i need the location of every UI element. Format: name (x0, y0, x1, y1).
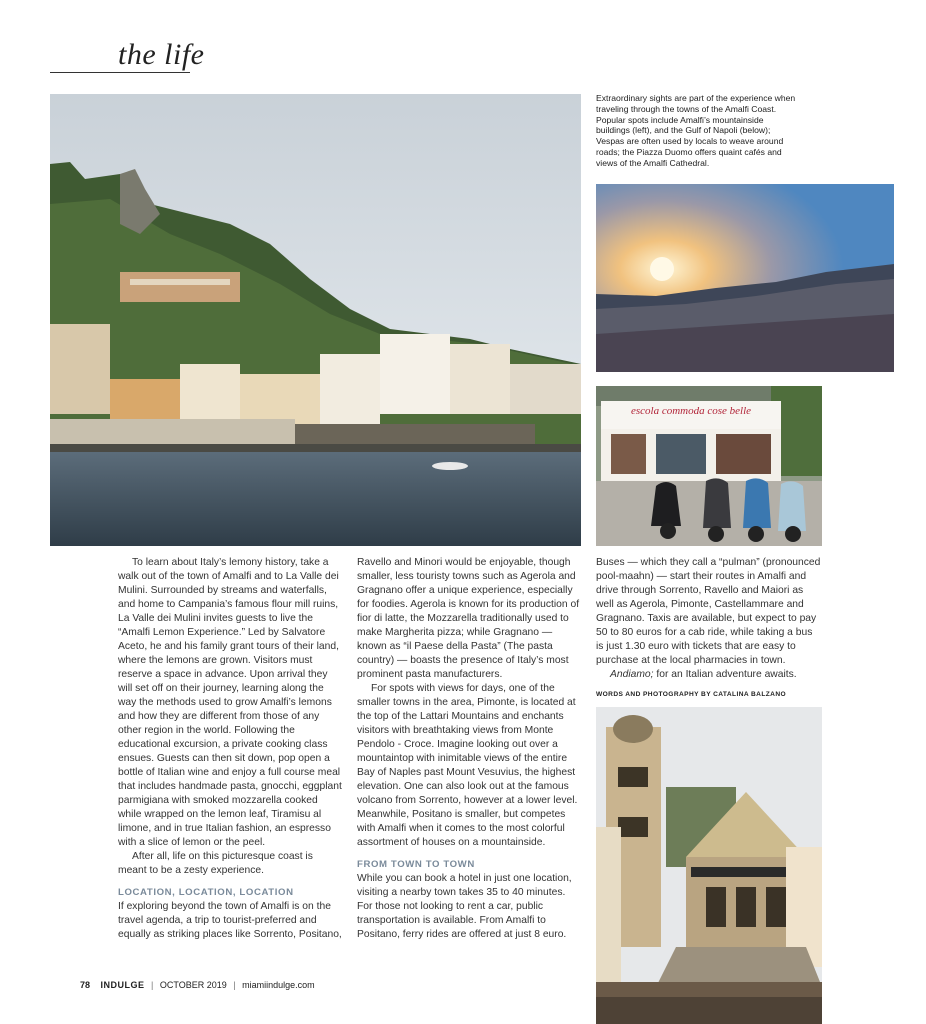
article-closing-paragraph (596, 668, 822, 682)
title-rule (50, 72, 190, 73)
section-title: the life (118, 38, 205, 71)
separator: | (233, 980, 236, 990)
photo-caption: Extraordinary sights are part of the experience when traveling through the towns of the Amalfi Coast. Popular spots include Amalfi’s mountainside buildings (left), and the Gulf of Napoli (below); Vespas are often used by locals to weave around roads; the Piazza Duomo offers quaint cafés and views of the Amalfi Cathedral. (596, 93, 796, 168)
issue-date: OCTOBER 2019 (159, 980, 227, 990)
amalfi-cathedral-photo (596, 707, 822, 1024)
photo-credit: WORDS AND PHOTOGRAPHY BY CATALINA BALZANO (596, 691, 787, 698)
shop-sign-text: escola commoda cose belle (630, 405, 752, 417)
article-column-2 (357, 556, 581, 942)
separator: | (151, 980, 154, 990)
article-paragraph: After all, life on this picturesque coast is meant to be a zesty experience. (118, 851, 313, 876)
article-paragraph: If exploring beyond the town of Amalfi is on the travel agenda, a trip to tourist-preferred and equally as striking places like Sorrento, Positano, (118, 901, 342, 940)
article-paragraph: Buses — which they call a “pulman” (pronounced pool-maahn) — start their routes in Amalfi and drive through Sorrento, Ravello and Maiori as well as Agerola, Pimonte, Castellammare and Gragnano. Taxis are available, but expect to pay 50 to 80 euros for a cab ride, while taking a bus is just 1.30 euro with tickets that are easy to purchase at the local pharmacies in town. (596, 557, 821, 666)
gulf-of-napoli-photo (596, 184, 894, 372)
article-paragraph: Ravello and Minori would be enjoyable, though smaller, less touristy towns such as Agerola and Gragnano offer a unique experience, especially for foodies. Agerola is known for its production of fior di latte, the Mozzarella traditionally used to make Margherita pizza; while Gragnano — known as “il Paese della Pasta” (The pasta country) — boasts the presence of Italy’s most prominent pasta manufacturers. (357, 557, 580, 680)
vespas-shop-photo (596, 386, 822, 546)
article-paragraph: While you can book a hotel in just one location, visiting a nearby town takes 35 to 40 minutes. For those not looking to rent a car, public transportation is available. From Amalfi to Positano, ferry rides are offered at just 8 euro. (357, 873, 572, 940)
website-link[interactable]: miamiindulge.com (242, 980, 315, 990)
andiamo-text: Andiamo; (610, 669, 654, 680)
article-column-3 (596, 556, 822, 702)
amalfi-mountainside-photo (50, 94, 581, 546)
publication-name: INDULGE (100, 980, 145, 990)
closing-text: for an Italian adventure awaits. (653, 669, 797, 680)
subheading-location: LOCATION, LOCATION, LOCATION (118, 887, 294, 898)
article-column-1 (118, 556, 344, 942)
page-number: 78 (80, 980, 91, 990)
article-paragraph: For spots with views for days, one of the smaller towns in the area, Pimonte, is located at the top of the Lattari Mountains and enchants visitors with breathtaking views from Monte Pendolo - Croce. Imagine looking out over a mountaintop with inimitable views of the entire Bay of Naples past Mount Vesuvius, the highest elevation. One can also look out at the famous volcano from Sorrento, however at a lower level. Meanwhile, Positano is smaller, but competes with Amalfi when it comes to the most colorful assortment of houses on a mountainside. (357, 683, 578, 848)
subheading-town-to-town: FROM TOWN TO TOWN (357, 859, 475, 870)
article-paragraph: To learn about Italy’s lemony history, take a walk out of the town of Amalfi and to La Valle dei Mulini. Surrounded by streams and waterfalls, and home to Campania’s famous flour mill ruins, La Valle dei Mulini invites guests to live the “Amalfi Lemon Experience.” Led by Salvatore Aceto, he and his family grant tours of their land, where the lemons are grown. Visitors must reserve a space in advance. Upon arrival they will set off on their journey, learning along the way the methods used to grow Amalfi’s lemons and how they are different from those of any other region in the world. Following the educational excursion, a private cooking class ensues. Guests can then sit down, pop open a bottle of Italian wine and enjoy a full course meal that includes handmade pasta, gnocchi, eggplant parmigiana with smoked mozzarella cooked while wrapped on the lemon leaf, Tiramisu al limone, and in true Italian fashion, an espresso with a slice of lemon or the peel. (118, 557, 342, 848)
page-footer (80, 980, 315, 990)
